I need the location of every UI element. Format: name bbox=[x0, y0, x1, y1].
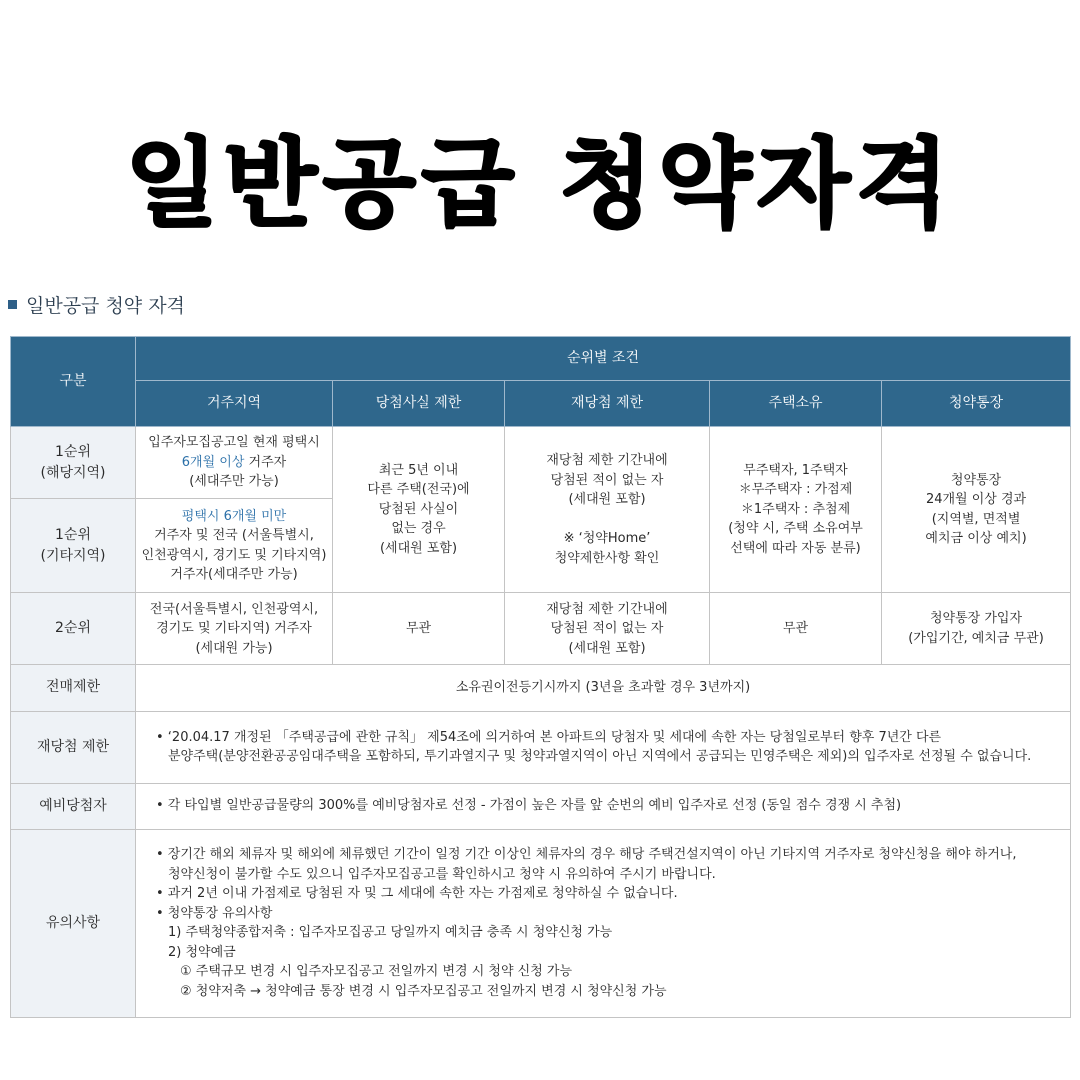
rank1-account: 청약통장 24개월 이상 경과 (지역별, 면적별 예치금 이상 예치) bbox=[882, 427, 1071, 593]
square-bullet-icon bbox=[8, 300, 17, 309]
rank2-account: 청약통장 가입자 (가입기간, 예치금 무관) bbox=[882, 593, 1071, 665]
section-header bbox=[8, 291, 185, 318]
rank1-other-label: 1순위 (기타지역) bbox=[11, 499, 136, 593]
list-item: • 장기간 해외 체류자 및 해외에 체류했던 기간이 일정 기간 이상인 체류자의 경우 해당 주택건설지역이 아닌 기타지역 거주자로 청약신청을 해야 하거나, bbox=[156, 847, 1017, 863]
header-rewin-limit: 재당첨 제한 bbox=[505, 381, 710, 427]
header-win-limit: 당첨사실 제한 bbox=[333, 381, 505, 427]
page-title: 일반공급 청약자격 bbox=[125, 128, 955, 240]
row-reserve bbox=[11, 783, 1071, 829]
rank2-residence: 전국(서울특별시, 인천광역시, 경기도 및 기타지역) 거주자 (세대원 가능) bbox=[136, 593, 333, 665]
section-header-label: 일반공급 청약 자격 bbox=[26, 295, 185, 317]
table-subheader-row bbox=[11, 381, 1071, 427]
rank1-win-limit: 최근 5년 이내 다른 주택(전국)에 당첨된 사실이 없는 경우 (세대원 포함) bbox=[333, 427, 505, 593]
rank2-ownership: 무관 bbox=[710, 593, 882, 665]
rank1-ownership: 무주택자, 1주택자 ＊무주택자 : 가점제 ＊1주택자 : 추첨제 (청약 시, 주택 소유여부 선택에 따라 자동 분류) bbox=[710, 427, 882, 593]
resale-text: 소유권이전등기시까지 (3년을 초과할 경우 3년까지) bbox=[136, 665, 1071, 711]
header-ownership: 주택소유 bbox=[710, 381, 882, 427]
reserve-text: • 각 타입별 일반공급물량의 300%를 예비당첨자로 선정 - 가점이 높은 자를 앞 순번의 예비 입주자로 선정 (동일 점수 경쟁 시 추첨) bbox=[136, 783, 1071, 829]
list-item: 2) 청약예금 bbox=[168, 944, 236, 960]
header-residence: 거주지역 bbox=[136, 381, 333, 427]
header-account: 청약통장 bbox=[882, 381, 1071, 427]
rank1-local-label: 1순위 (해당지역) bbox=[11, 427, 136, 499]
rewin-label: 재당첨 제한 bbox=[11, 711, 136, 783]
rank1-rewin-limit: 재당첨 제한 기간내에 당첨된 적이 없는 자 (세대원 포함) ※ ‘청약Home’ 청약제한사항 확인 bbox=[505, 427, 710, 593]
header-gubun: 구분 bbox=[11, 337, 136, 427]
highlight-text: 6개월 이상 bbox=[181, 454, 245, 470]
row-rewin bbox=[11, 711, 1071, 783]
list-item: • 과거 2년 이내 가점제로 당첨된 자 및 그 세대에 속한 자는 가점제로 청약하실 수 없습니다. bbox=[156, 886, 678, 902]
list-item: 1) 주택청약종합저축 : 입주자모집공고 당일까지 예치금 충족 시 청약신청 가능 bbox=[168, 925, 613, 941]
rank1-local-residence: 입주자모집공고일 현재 평택시 6개월 이상 거주자 (세대주만 가능) bbox=[136, 427, 333, 499]
list-item: ① 주택규모 변경 시 입주자모집공고 전일까지 변경 시 청약 신청 가능 bbox=[180, 964, 573, 980]
rank2-rewin-limit: 재당첨 제한 기간내에 당첨된 적이 없는 자 (세대원 포함) bbox=[505, 593, 710, 665]
highlight-text: 평택시 6개월 미만 bbox=[181, 508, 287, 524]
eligibility-table bbox=[10, 336, 1071, 1018]
row-rank2 bbox=[11, 593, 1071, 665]
rank2-label: 2순위 bbox=[11, 593, 136, 665]
row-resale bbox=[11, 665, 1071, 711]
list-item: • 청약통장 유의사항 bbox=[156, 905, 273, 921]
list-item: ② 청약저축 → 청약예금 통장 변경 시 입주자모집공고 전일까지 변경 시 청약신청 가능 bbox=[180, 983, 667, 999]
header-rank-conditions: 순위별 조건 bbox=[136, 337, 1071, 381]
reserve-label: 예비당첨자 bbox=[11, 783, 136, 829]
resale-label: 전매제한 bbox=[11, 665, 136, 711]
table-header-row bbox=[11, 337, 1071, 381]
list-item: 청약신청이 불가할 수도 있으니 입주자모집공고를 확인하시고 청약 시 유의하여 주시기 바랍니다. bbox=[168, 866, 716, 882]
rank2-win-limit: 무관 bbox=[333, 593, 505, 665]
row-notes bbox=[11, 829, 1071, 1017]
notes-text bbox=[136, 829, 1071, 1017]
row-rank1-local bbox=[11, 427, 1071, 499]
rewin-text: • ‘20.04.17 개정된 「주택공급에 관한 규칙」 제54조에 의거하여 본 아파트의 당첨자 및 세대에 속한 자는 당첨일로부터 향후 7년간 다른 분양주택(분양전환공공임대주택을 포함하되, 투기과열지구 및 청약과열지역이 아닌 지역에서 공급되는 민영주택은 제외)의 입주자로 선정될 수 없습니다. bbox=[136, 711, 1071, 783]
notes-label: 유의사항 bbox=[11, 829, 136, 1017]
rank1-other-residence: 평택시 6개월 미만 거주자 및 전국 (서울특별시, 인천광역시, 경기도 및 기타지역) 거주자(세대주만 가능) bbox=[136, 499, 333, 593]
